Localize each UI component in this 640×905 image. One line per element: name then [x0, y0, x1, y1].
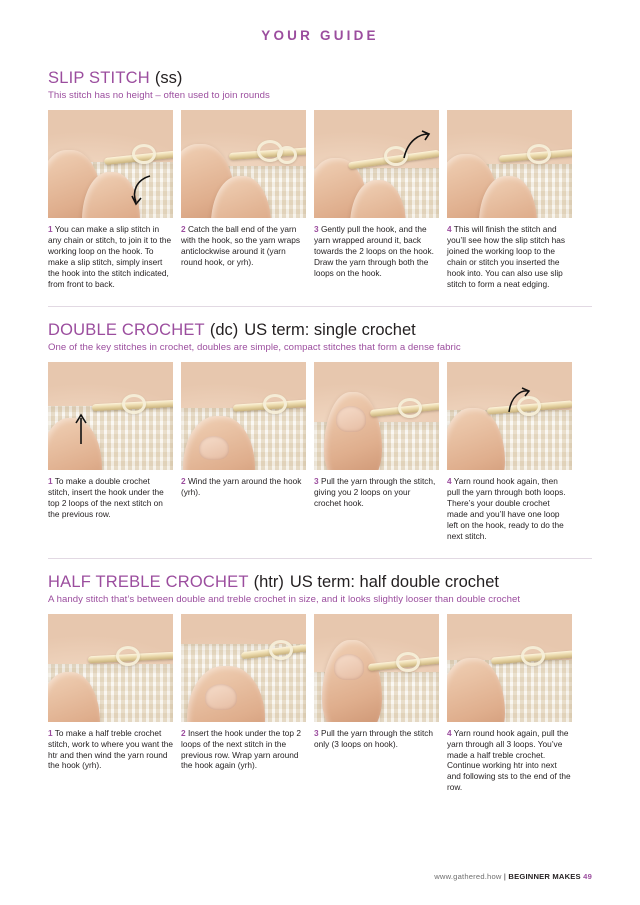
step-photo-dc-3 — [314, 362, 439, 470]
step-text: Yarn round hook again, then pull the yarn through both loops. There’s your double crochet made and you’ll have one loop left on the hook, ready to do the next stitch. — [447, 475, 566, 541]
step-number: 1 — [48, 224, 53, 235]
footer-book-title: BEGINNER MAKES — [508, 872, 581, 881]
section-subtitle: A handy stitch that’s between double and treble crochet in size, and it looks slightly looser than double crochet — [48, 593, 521, 605]
step-caption — [314, 224, 439, 279]
direction-arrow-icon — [398, 128, 432, 162]
section-us-term: US term: single crochet — [244, 320, 416, 339]
step-item — [447, 362, 572, 542]
page-title: YOUR GUIDE — [261, 28, 379, 43]
step-text: You can make a slip stitch in any chain or stitch, to join it to the working loop on the hook. To make a slip stitch, simply insert the hook into the stitch indicated, from front to back. — [48, 224, 172, 289]
step-item — [48, 614, 173, 794]
step-text: To make a half treble crochet stitch, work to where you want the htr and then wind the yarn round the hook (yrh). — [48, 727, 173, 771]
section-heading — [48, 573, 592, 591]
step-list — [48, 362, 592, 542]
direction-arrow-icon — [128, 172, 158, 208]
section-half-treble-crochet — [48, 573, 592, 794]
step-photo-slip-1 — [48, 110, 173, 218]
step-photo-dc-2 — [181, 362, 306, 470]
step-text: This will finish the stitch and you’ll see how the slip stitch has joined the working loop to the chain or stitch you inserted the hook into. You can also use slip stitch to form a neat edging. — [447, 224, 566, 289]
section-subtitle: This stitch has no height – often used to join rounds — [48, 90, 270, 102]
section-divider — [48, 558, 592, 559]
step-item — [181, 362, 306, 542]
step-number: 2 — [181, 224, 186, 235]
step-photo-htr-1 — [48, 614, 173, 722]
step-caption — [48, 224, 173, 290]
page-footer — [434, 872, 592, 881]
step-caption — [314, 476, 439, 509]
step-item — [447, 110, 572, 290]
step-number: 2 — [181, 475, 186, 486]
step-item — [447, 614, 572, 794]
step-text: Yarn round hook again, pull the yarn through all 3 loops. You’ve made a half treble crochet. Continue working htr into next and following sts to the end of the row. — [447, 727, 571, 793]
section-slip-stitch — [48, 69, 592, 290]
step-caption — [314, 728, 439, 750]
step-number: 3 — [314, 475, 319, 486]
section-abbreviation: (ss) — [154, 69, 183, 87]
page-header — [48, 0, 592, 69]
step-caption — [181, 224, 306, 268]
step-caption — [447, 224, 572, 290]
direction-arrow-icon — [72, 412, 90, 446]
step-caption — [181, 476, 306, 498]
section-abbreviation: (htr) — [253, 572, 284, 591]
step-caption — [48, 476, 173, 520]
step-caption — [48, 728, 173, 772]
step-number: 4 — [447, 224, 452, 235]
section-divider — [48, 306, 592, 307]
section-name: SLIP STITCH — [48, 69, 150, 87]
footer-site: www.gathered.how — [434, 872, 502, 881]
step-text: To make a double crochet stitch, insert the hook under the top 2 loops of the next stitch on the previous row. — [48, 475, 164, 519]
step-text: Pull the yarn through the stitch, giving you 2 loops on your crochet hook. — [314, 475, 436, 508]
step-number: 3 — [314, 727, 319, 738]
step-photo-slip-3 — [314, 110, 439, 218]
section-heading — [48, 69, 592, 87]
step-number: 1 — [48, 475, 53, 486]
step-caption — [447, 728, 572, 794]
step-list — [48, 614, 592, 794]
step-text: Insert the hook under the top 2 loops of the next stitch in the previous row. Wrap yarn around the hook again (yrh). — [181, 727, 301, 771]
step-item — [48, 110, 173, 290]
step-number: 4 — [447, 727, 452, 738]
step-photo-slip-4 — [447, 110, 572, 218]
step-text: Catch the ball end of the yarn with the hook, so the yarn wraps anticlockwise around it (yarn round hook, or yrh). — [181, 224, 300, 267]
step-item — [314, 362, 439, 542]
step-text: Wind the yarn around the hook (yrh). — [181, 475, 302, 497]
step-number: 1 — [48, 727, 53, 738]
section-name: HALF TREBLE CROCHET — [48, 572, 249, 591]
step-photo-htr-3 — [314, 614, 439, 722]
step-photo-dc-1 — [48, 362, 173, 470]
direction-arrow-icon — [505, 386, 531, 416]
section-subtitle: One of the key stitches in crochet, doubles are simple, compact stitches that form a dense fabric — [48, 341, 461, 353]
section-abbreviation: (dc) — [209, 320, 239, 339]
step-caption — [181, 728, 306, 772]
step-number: 3 — [314, 224, 319, 235]
step-photo-htr-2 — [181, 614, 306, 722]
step-number: 4 — [447, 475, 452, 486]
step-item — [314, 614, 439, 794]
step-list — [48, 110, 592, 290]
step-photo-dc-4 — [447, 362, 572, 470]
section-double-crochet — [48, 321, 592, 542]
step-item — [314, 110, 439, 290]
step-item — [181, 614, 306, 794]
step-item — [48, 362, 173, 542]
footer-separator: | — [503, 872, 507, 881]
section-heading — [48, 321, 592, 339]
footer-page-number: 49 — [583, 872, 592, 881]
step-caption — [447, 476, 572, 542]
step-text: Pull the yarn through the stitch only (3 loops on hook). — [314, 727, 434, 749]
step-number: 2 — [181, 727, 186, 738]
step-item — [181, 110, 306, 290]
section-name: DOUBLE CROCHET — [48, 320, 205, 339]
step-text: Gently pull the hook, and the yarn wrapped around it, back towards the 2 loops on the hook. Draw the yarn through both the loops on the hook. — [314, 224, 434, 278]
step-photo-htr-4 — [447, 614, 572, 722]
step-photo-slip-2 — [181, 110, 306, 218]
section-us-term: US term: half double crochet — [289, 572, 499, 591]
